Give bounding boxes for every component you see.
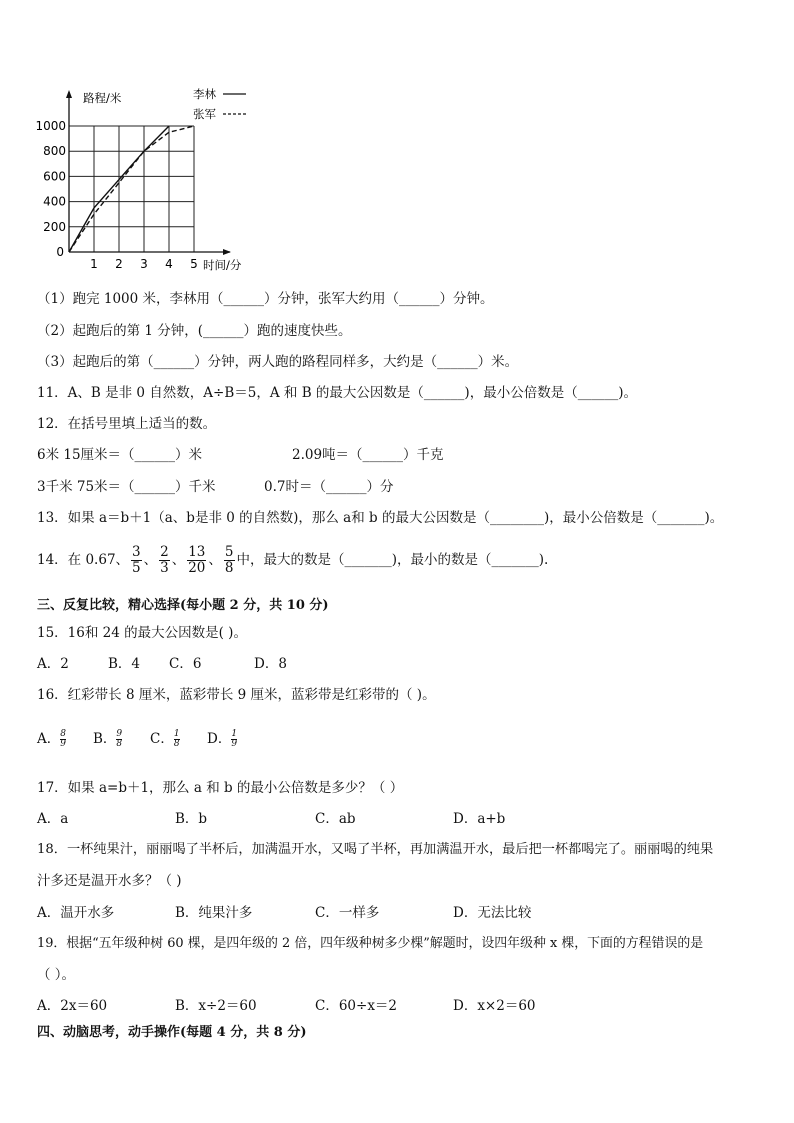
question-12-b: 2.09吨＝（______）千克 — [292, 447, 444, 463]
fraction-3-5: $\frac{3}{5}$ — [132, 544, 141, 576]
x-tick-label: 3 — [140, 257, 148, 271]
option-d: D．a+b — [453, 811, 506, 827]
y-axis-arrow — [66, 90, 72, 98]
option-c: C．6 — [169, 656, 202, 672]
chart-lines — [69, 126, 194, 252]
option-a: A．温开水多 — [37, 905, 115, 921]
legend-label: 张军 — [193, 107, 216, 121]
y-tick-label: 200 — [43, 219, 66, 234]
option-c: C．ab — [315, 811, 356, 827]
y-tick-label: 600 — [43, 169, 66, 184]
option-b: B．4 — [108, 656, 141, 672]
x-tick-label: 5 — [190, 257, 198, 271]
question-16: 16．红彩带长 8 厘米，蓝彩带长 9 厘米，蓝彩带是红彩带的（ )。 — [37, 687, 436, 703]
option-c: C． $\frac{1}{8}$ — [150, 729, 180, 749]
fraction-5-8: $\frac{5}{8}$ — [224, 544, 234, 576]
question-17: 17．如果 a=b＋1，那么 a 和 b 的最小公倍数是多少？（ ） — [37, 780, 404, 796]
y-axis-title: 路程/米 — [83, 91, 122, 105]
question-12-c: 3千米 75米＝（______）千米 — [37, 479, 216, 495]
option-a: A．2 — [37, 656, 69, 672]
chart-legend — [193, 87, 246, 121]
question-19-line-2: （ ）。 — [37, 967, 76, 983]
fraction-13-20: $\frac{13}{20}$ — [188, 544, 206, 576]
chart-grid — [69, 126, 194, 252]
x-axis-title: 时间/分 — [203, 258, 242, 272]
question-10-2: （2）起跑后的第 1 分钟，(______）跑的速度快些。 — [37, 323, 352, 339]
question-18-line-2: 汁多还是温开水多？（ ) — [37, 873, 182, 889]
origin-label: 0 — [56, 245, 64, 259]
q14-suffix: 中，最大的数是（_______)，最小的数是（_______). — [236, 552, 549, 568]
option-b: B．b — [175, 811, 208, 827]
question-12-a: 6米 15厘米＝（______）米 — [37, 447, 203, 463]
option-d: D．x×2＝60 — [453, 998, 536, 1014]
option-b: B．纯果汁多 — [175, 905, 253, 921]
distance-time-chart — [30, 82, 290, 272]
question-19-line-1: 19．根据“五年级种树 60 棵，是四年级的 2 倍，四年级种树多少棵”解题时，设四年级种 x 棵，下面的方程错误的是 — [37, 936, 704, 951]
series-line-zhangjun — [69, 126, 194, 252]
option-c: C．一样多 — [315, 905, 380, 921]
q14-prefix: 14．在 0.67、 — [37, 552, 130, 568]
question-11: 11．A、B 是非 0 自然数，A÷B＝5，A 和 B 的最大公因数是（______)，最小公倍数是（______)。 — [37, 385, 637, 401]
y-tick-label: 800 — [43, 144, 66, 159]
question-12: 12．在括号里填上适当的数。 — [37, 416, 217, 432]
x-tick-label: 1 — [90, 257, 98, 271]
x-axis-arrow — [223, 249, 231, 255]
question-12-d: 0.7时＝（______）分 — [264, 479, 394, 495]
option-d: D． $\frac{1}{9}$ — [207, 729, 238, 749]
section-3-heading: 三、反复比较，精心选择(每小题 2 分，共 10 分) — [37, 598, 329, 613]
question-14: 14．在 0.67、 $\frac{3}{5}$ 、 $\frac{2}{3}$ 、 $\frac{13}{20}$ 、 $\frac{5}{8}$ 中，最大的数是（_______)，最小的数是（_______). — [37, 544, 549, 576]
option-b: B． $\frac{9}{8}$ — [93, 729, 123, 749]
legend-label: 李林 — [193, 87, 216, 101]
option-b: B．x÷2＝60 — [175, 998, 257, 1014]
question-13: 13．如果 a＝b＋1（a、b是非 0 的自然数)，那么 a和 b 的最大公因数是（________)，最小公倍数是（_______)。 — [37, 510, 724, 526]
option-a: A．2x＝60 — [37, 998, 108, 1014]
x-tick-label: 4 — [165, 257, 173, 271]
question-10-3: （3）起跑后的第（______）分钟，两人跑的路程同样多，大约是（______）米。 — [37, 354, 519, 370]
x-tick-label: 2 — [115, 257, 123, 271]
option-d: D．8 — [254, 656, 287, 672]
y-tick-label: 1000 — [35, 119, 66, 133]
question-10-1: （1）跑完 1000 米，李林用（______）分钟，张军大约用（______）分钟。 — [37, 291, 494, 307]
question-18-line-1: 18．一杯纯果汁，丽丽喝了半杯后，加满温开水，又喝了半杯，再加满温开水，最后把一杯都喝完了。丽丽喝的纯果 — [37, 842, 714, 857]
option-a: A． $\frac{8}{9}$ — [37, 729, 66, 749]
question-15: 15．16和 24 的最大公因数是( )。 — [37, 625, 247, 641]
fraction-2-3: $\frac{2}{3}$ — [160, 544, 169, 576]
option-a: A．a — [37, 811, 69, 827]
y-tick-label: 400 — [43, 194, 66, 209]
option-d: D．无法比较 — [453, 905, 532, 921]
option-c: C．60÷x＝2 — [315, 998, 398, 1014]
section-4-heading: 四、动脑思考，动手操作(每题 4 分，共 8 分) — [37, 1025, 307, 1040]
